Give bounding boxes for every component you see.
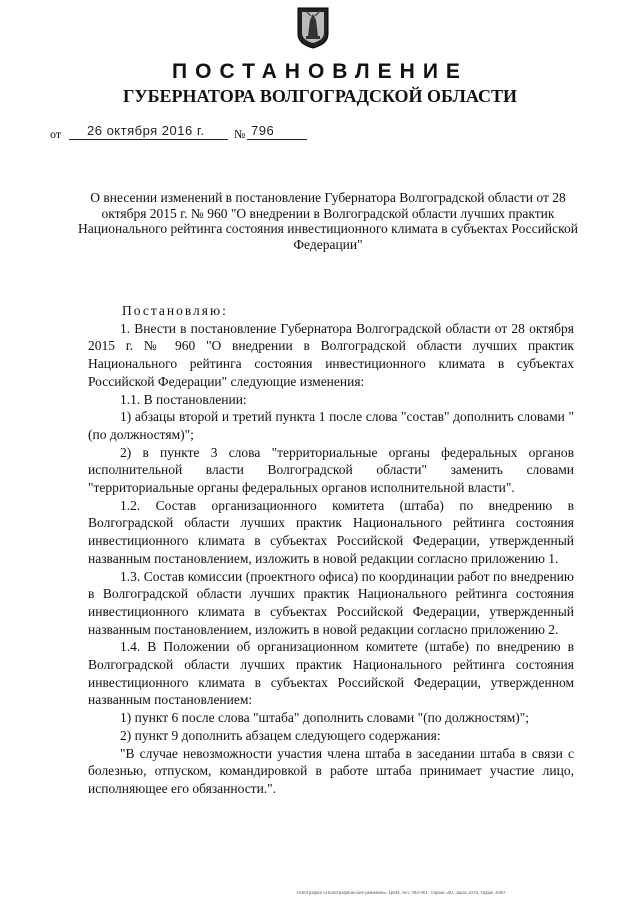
number-underline [247, 139, 307, 140]
paragraph: 1) пункт 6 после слова "штаба" дополнить словами "(по должностям)"; [120, 710, 529, 726]
date-underline [69, 139, 228, 140]
number-value: 796 [251, 123, 275, 138]
date-label: от [50, 127, 62, 141]
paragraph: 2) в пункте 3 слова "территориальные органы федеральных органов исполнительной власти Волгоградской области" заменить словами "территориальные органы федеральных органов исполнительной власти". [88, 444, 574, 496]
paragraph: 1.4. В Положении об организационном комитете (штабе) по внедрению в Волгоградской области лучших практик Национального рейтинга состояния инвестиционного климата в субъектах Российской Федерации, утвержденном названным постановлением: [88, 639, 574, 708]
print-footer: Типография «Полиграфические решения». ЦНИ, тел. 904-901. Тираж 500. Заказ 2016, тираж 3000 [296, 891, 505, 896]
coat-of-arms-emblem [296, 6, 330, 50]
paragraph: 1) абзацы второй и третий пункта 1 после слова "состав" дополнить словами "(по должностям)"; [88, 409, 574, 442]
number-label: № [234, 127, 246, 141]
document-subtitle: ГУБЕРНАТОРА ВОЛГОГРАДСКОЙ ОБЛАСТИ [122, 86, 518, 106]
paragraph: 1.1. В постановлении: [120, 391, 247, 407]
document-body [88, 302, 574, 798]
paragraph: 1.2. Состав организационного комитета (штаба) по внедрению в Волгоградской области лучших практик Национального рейтинга состояния инвестиционного климата в субъектах Российской Федерации, утвержденный названным постановлением, изложить в новой редакции согласно приложению 1. [88, 497, 574, 566]
paragraph: 2) пункт 9 дополнить абзацем следующего содержания: [120, 727, 441, 743]
paragraph: "В случае невозможности участия члена штаба в заседании штаба в связи с болезнью, отпуском, командировкой в работе штаба принимает участие лицо, исполняющее его обязанности.". [88, 745, 574, 796]
resolve-line: Постановляю: [122, 303, 228, 318]
document-heading: О внесении изменений в постановление Губернатора Волгоградской области от 28 октября 2015 г. № 960 "О внедрении в Волгоградской области лучших практик Национального рейтинга состояния инвестиционного климата в субъектах Российской Федерации" [78, 190, 578, 252]
date-value: 26 октября 2016 г. [87, 123, 205, 138]
paragraph: 1. Внести в постановление Губернатора Волгоградской области от 28 октября 2015 г. № 960 "О внедрении в Волгоградской области лучших практик Национального рейтинга состояния инвестиционного климата в субъектах Российской Федерации" следующие изменения: [88, 320, 574, 389]
paragraph: 1.3. Состав комиссии (проектного офиса) по координации работ по внедрению в Волгоградской области лучших практик Национального рейтинга состояния инвестиционного климата в субъектах Российской Федерации, утвержденный названным постановлением, изложить в новой редакции согласно приложению 2. [88, 568, 574, 637]
document-title: ПОСТАНОВЛЕНИЕ [172, 60, 468, 83]
date-number-row [50, 123, 350, 143]
